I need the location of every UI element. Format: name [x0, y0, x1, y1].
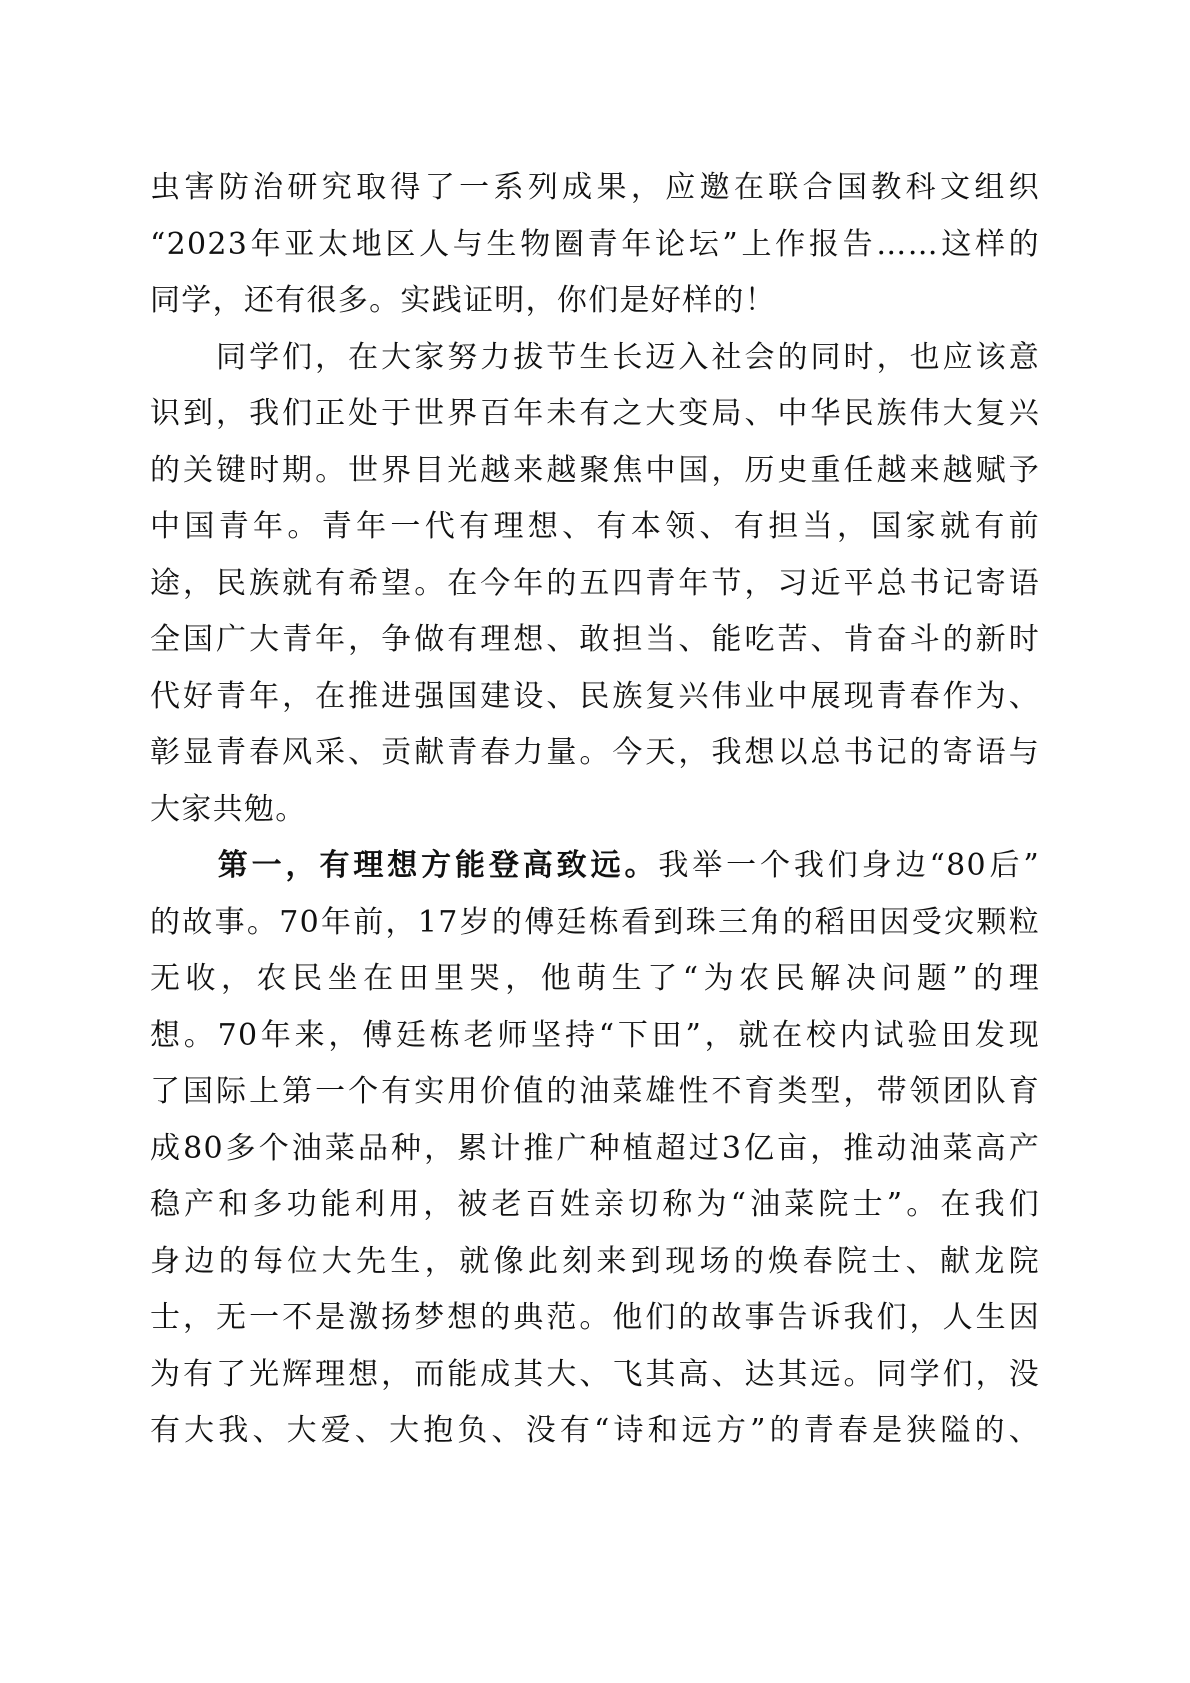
text-line [150, 1290, 1040, 1347]
text-line [150, 1177, 1040, 1234]
text-line [150, 1234, 1040, 1291]
text-line [150, 895, 1040, 952]
text-line [150, 443, 1040, 500]
text-line [150, 669, 1040, 726]
text-line [150, 499, 1040, 556]
text-line-content: 全国广大青年，争做有理想、敢担当、能吃苦、肯奋斗的新时 [150, 622, 1040, 657]
text-line-content: 士，无一不是激扬梦想的典范。他们的故事告诉我们，人生因 [150, 1300, 1040, 1335]
text-line-content: 代好青年，在推进强国建设、民族复兴伟业中展现青春作为、 [150, 678, 1040, 714]
text-line-content: “2023年亚太地区人与生物圈青年论坛”上作报告……这样的 [150, 226, 1040, 262]
text-line-content: 稳产和多功能利用，被老百姓亲切称为“油菜院士”。在我们 [150, 1187, 1040, 1222]
document-body-text [150, 160, 1040, 1460]
text-line-content: 我举一个我们身边“80后” [658, 848, 1040, 883]
text-line [150, 1347, 1040, 1404]
text-line [150, 838, 1040, 895]
text-line [150, 556, 1040, 613]
text-line-content: 的关键时期。世界目光越来越聚焦中国，历史重任越来越赋予 [150, 452, 1040, 488]
text-line [150, 217, 1040, 274]
text-line-content: 身边的每位大先生，就像此刻来到现场的焕春院士、献龙院 [150, 1243, 1040, 1279]
text-line [150, 725, 1040, 782]
text-line-content: 途，民族就有希望。在今年的五四青年节，习近平总书记寄语 [150, 565, 1040, 601]
text-line-content: 识到，我们正处于世界百年未有之大变局、中华民族伟大复兴 [150, 396, 1040, 431]
text-line [150, 951, 1040, 1008]
text-line [150, 330, 1040, 387]
text-line [150, 1403, 1040, 1460]
text-line [150, 612, 1040, 669]
text-line [150, 1121, 1040, 1178]
text-line [150, 1008, 1040, 1065]
text-line [150, 386, 1040, 443]
section-heading: 第一，有理想方能登高致远。 [150, 848, 659, 883]
text-line-content: 无收，农民坐在田里哭，他萌生了“为农民解决问题”的理 [150, 961, 1040, 996]
text-line-content: 为有了光辉理想，而能成其大、飞其高、达其远。同学们，没 [150, 1356, 1040, 1392]
text-line-content: 大家共勉。 [150, 791, 307, 827]
text-line [150, 1064, 1040, 1121]
text-line-content: 彰显青春风采、贡献青春力量。今天，我想以总书记的寄语与 [150, 735, 1040, 770]
text-line-content: 想。70年来，傅廷栋老师坚持“下田”，就在校内试验田发现 [150, 1017, 1040, 1053]
text-line-content: 虫害防治研究取得了一系列成果，应邀在联合国教科文组织 [150, 170, 1040, 205]
text-line [150, 160, 1040, 217]
text-line-content: 同学们，在大家努力拔节生长迈入社会的同时，也应该意 [150, 339, 1040, 375]
text-line [150, 273, 1040, 330]
text-line-content: 中国青年。青年一代有理想、有本领、有担当，国家就有前 [150, 509, 1040, 544]
text-line [150, 782, 1040, 839]
text-line-content: 有大我、大爱、大抱负、没有“诗和远方”的青春是狭隘的、 [150, 1413, 1040, 1448]
text-line-content: 同学，还有很多。实践证明，你们是好样的！ [150, 283, 776, 318]
text-line-content: 成80多个油菜品种，累计推广种植超过3亿亩，推动油菜高产 [150, 1130, 1040, 1166]
text-line-content: 的故事。70年前，17岁的傅廷栋看到珠三角的稻田因受灾颗粒 [150, 904, 1040, 940]
text-line-content: 了国际上第一个有实用价值的油菜雄性不育类型，带领团队育 [150, 1074, 1040, 1109]
